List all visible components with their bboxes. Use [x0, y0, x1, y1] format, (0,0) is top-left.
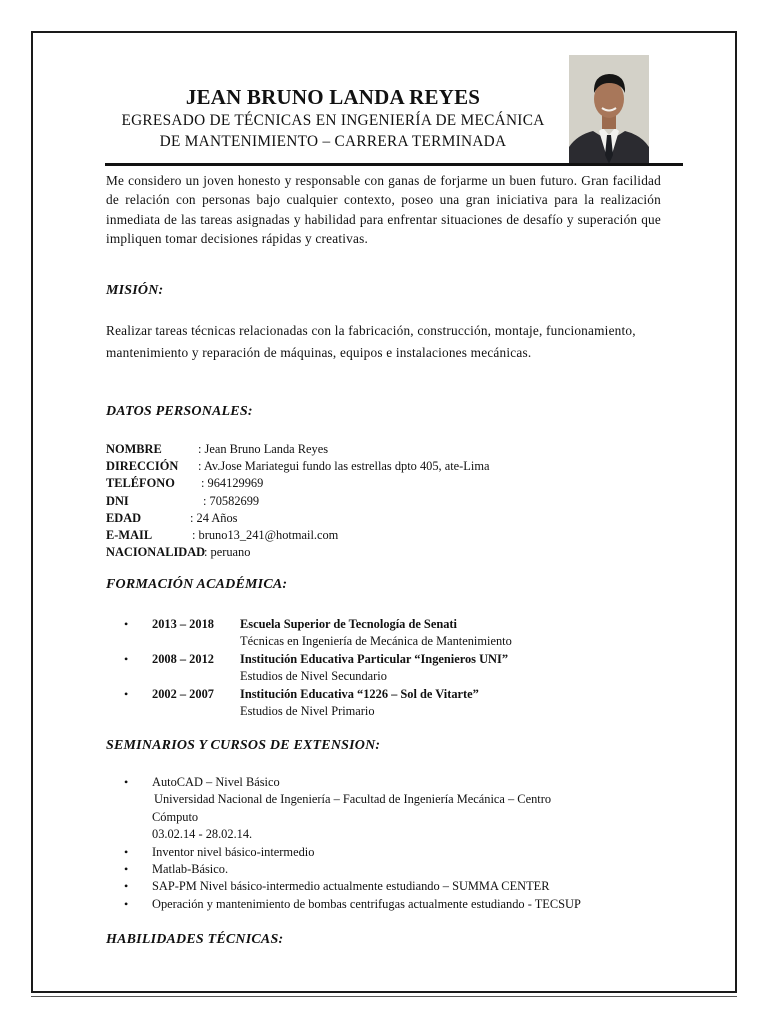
intro-paragraph: Me considero un joven honesto y responsable con ganas de forjarme un buen futuro. Gran facilidad de relación con personas bajo cualquier contexto, poseo una gran iniciativa para la realización inmediata de las tareas asignadas y habilidad para enfrentar situaciones de desafío y superación que impliquen tomar decisiones rápidas y creativas. — [106, 173, 661, 247]
education-years: 2002 – 2007 — [152, 686, 214, 701]
data-label: EDAD — [106, 510, 142, 525]
data-label: NOMBRE — [106, 442, 162, 456]
list-item — [124, 651, 644, 686]
education-detail: Estudios de Nivel Secundario — [240, 669, 387, 684]
data-label: DNI — [106, 493, 129, 508]
seminar-title: Matlab-Básico. — [152, 862, 229, 877]
education-institution: Institución Educativa “1226 – Sol de Vitarte” — [240, 686, 479, 701]
personal-data-title: DATOS PERSONALES: — [106, 404, 253, 419]
seminar-title: Operación y mantenimiento de bombas centrifugas actualmente estudiando - TECSUP — [152, 896, 581, 911]
data-row-nacionalidad — [106, 544, 666, 561]
data-row-nombre — [106, 441, 666, 458]
technical-skills-title: HABILIDADES TÉCNICAS: — [106, 932, 284, 947]
data-value: : peruano — [204, 545, 251, 560]
data-value: : Av.Jose Mariategui fundo las estrellas dpto 405, ate-Lima — [198, 459, 490, 474]
data-value: : 24 Años — [190, 510, 238, 525]
bullet-icon: • — [124, 844, 129, 859]
bottom-rule — [31, 996, 737, 997]
list-item — [124, 896, 644, 913]
data-label: NACIONALIDAD — [106, 545, 206, 560]
list-item — [124, 686, 644, 721]
data-row-direccion — [106, 458, 666, 475]
list-item — [124, 878, 644, 895]
bullet-icon: • — [124, 896, 129, 911]
candidate-name: JEAN BRUNO LANDA REYES — [185, 85, 481, 109]
data-row-telefono — [106, 475, 666, 492]
mission-text: Realizar tareas técnicas relacionadas con la fabricación, construcción, montaje, funcionamiento, mantenimiento y reparación de máquinas, equipos e instalaciones mecánicas. — [106, 323, 636, 360]
education-institution: Institución Educativa Particular “Ingenieros UNI” — [240, 651, 509, 666]
data-label: TELÉFONO — [106, 476, 175, 491]
education-institution: Escuela Superior de Tecnología de Senati — [240, 617, 457, 631]
seminar-title: Inventor nivel básico-intermedio — [152, 844, 315, 859]
bullet-icon: • — [124, 879, 129, 894]
data-row-email — [106, 527, 666, 544]
bullet-icon: • — [124, 617, 129, 631]
seminars-title: SEMINARIOS Y CURSOS DE EXTENSION: — [106, 738, 381, 753]
seminar-title: AutoCAD – Nivel Básico — [152, 775, 280, 789]
bullet-icon: • — [124, 651, 129, 666]
bullet-icon: • — [124, 862, 129, 877]
subtitle-line-2: DE MANTENIMIENTO – CARRERA TERMINADA — [159, 133, 507, 150]
seminar-organization-cont: Cómputo — [152, 809, 199, 824]
seminar-dates: 03.02.14 - 28.02.14. — [152, 827, 253, 842]
education-years: 2013 – 2018 — [152, 617, 214, 631]
data-value: : Jean Bruno Landa Reyes — [198, 442, 329, 456]
bullet-icon: • — [124, 686, 129, 701]
data-value: : bruno13_241@hotmail.com — [192, 527, 339, 542]
list-item — [124, 774, 644, 844]
header-divider — [105, 163, 683, 166]
list-item — [124, 861, 644, 878]
education-title: FORMACIÓN ACADÉMICA: — [106, 577, 288, 592]
mission-title: MISIÓN: — [106, 283, 164, 298]
data-row-dni — [106, 493, 666, 510]
profile-photo — [569, 55, 649, 164]
bullet-icon: • — [124, 775, 129, 789]
data-value: : 964129969 — [201, 476, 264, 491]
education-detail: Estudios de Nivel Primario — [240, 704, 375, 719]
seminar-organization: Universidad Nacional de Ingeniería – Facultad de Ingeniería Mecánica – Centro — [154, 792, 552, 807]
list-item — [124, 844, 644, 861]
data-label: E-MAIL — [106, 527, 153, 542]
subtitle-line-1: EGRESADO DE TÉCNICAS EN INGENIERÍA DE MECÁNICA — [121, 112, 545, 129]
list-item — [124, 616, 644, 651]
education-detail: Técnicas en Ingeniería de Mecánica de Mantenimiento — [240, 634, 512, 649]
data-label: DIRECCIÓN — [106, 459, 179, 474]
cv-header — [104, 84, 562, 152]
education-list — [124, 616, 644, 720]
person-portrait-icon — [569, 55, 649, 164]
data-value: : 70582699 — [203, 493, 260, 508]
data-row-edad — [106, 510, 666, 527]
seminar-title: SAP-PM Nivel básico-intermedio actualmente estudiando – SUMMA CENTER — [152, 879, 550, 894]
seminars-list — [124, 774, 644, 913]
personal-data-list — [106, 441, 666, 561]
education-years: 2008 – 2012 — [152, 651, 214, 666]
